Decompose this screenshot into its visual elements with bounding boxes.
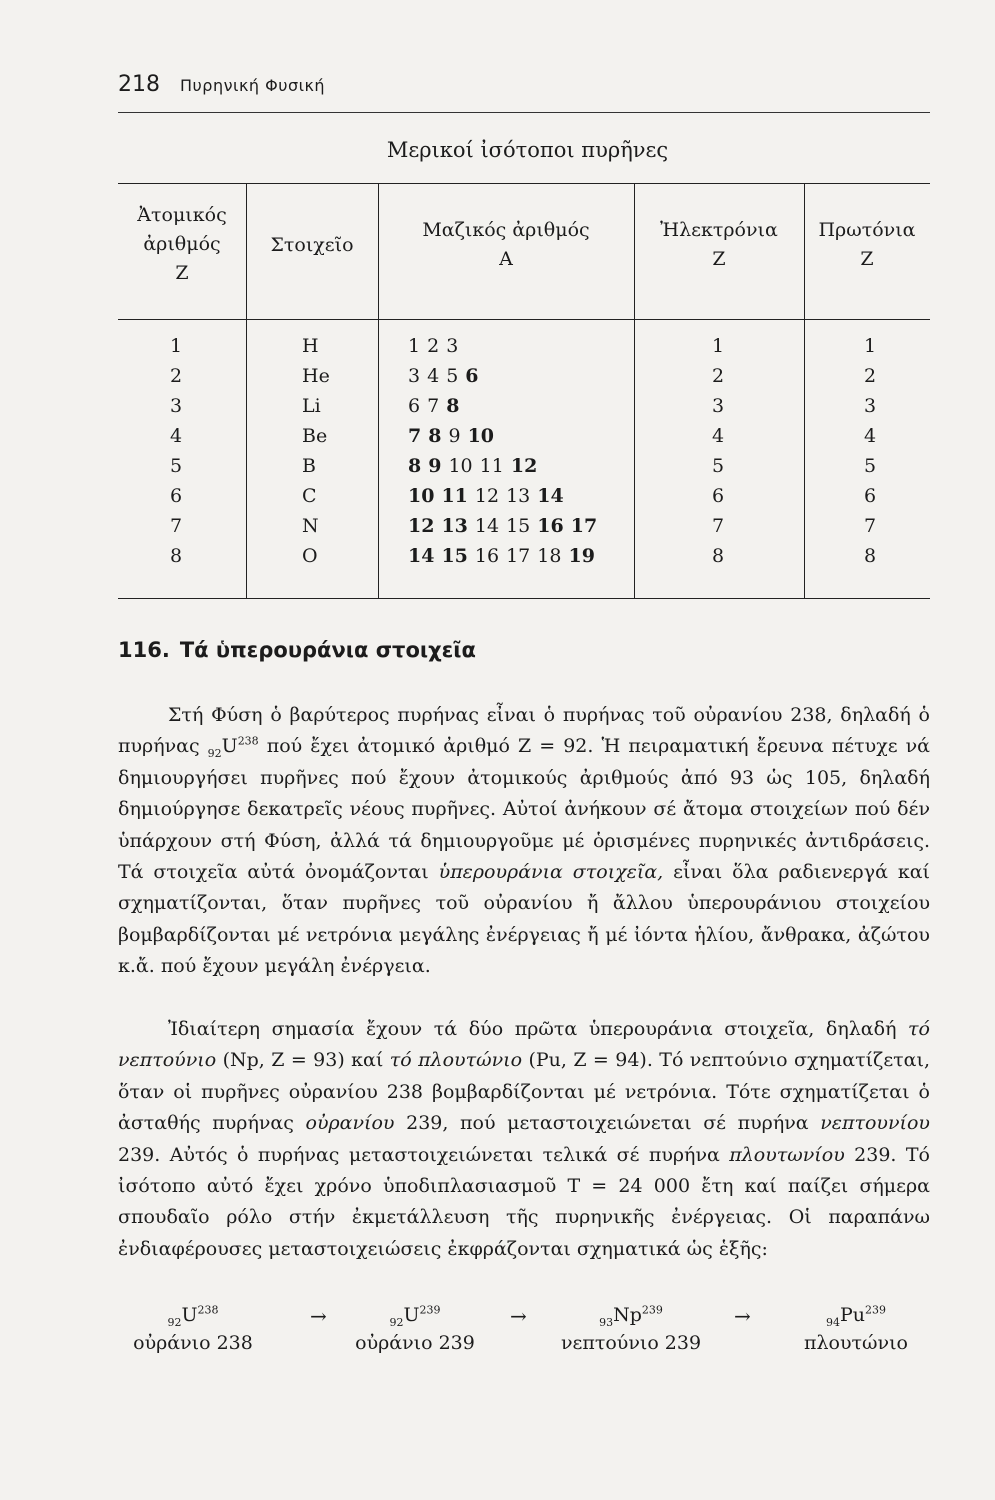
text-run: 239. Τό ἰσότοπο αὐτό ἔχει χρόνο ὑποδιπλασιασμοῦ T = 24 000 ἔτη καί παίζει σήμερα σπουδαῖο ρόλο στήν ἐκμετάλλευση τῆς πυρηνικῆς ἐνέργειας. Οἱ παραπάνω ἐνδιαφέρουσες μεταστοιχειώσεις ἐκφράζονται σχηματικά ὡς ἑξῆς:	[118, 1143, 930, 1260]
text-run: εἶναι ὅλα ραδιενεργά καί σχηματίζονται, ὅταν πυρῆνες τοῦ οὐρανίου ἤ ἄλλου ὑπερουράνιου στοιχείου βομβαρδίζονται μέ νετρόνια μεγάλης ἐνέργειας ἤ μέ ἰόντα ἡλίου, ἄνθρακα, ἀζώτου κ.ἄ. πού ἔχουν μεγάλη ἐνέργεια.	[118, 861, 930, 978]
nuclide-a: 239	[641, 1303, 663, 1317]
mass-number: 18	[537, 545, 562, 567]
cell-electrons: 3	[712, 395, 725, 417]
nuclide-pu239	[782, 1304, 930, 1354]
mass-number: 10	[448, 455, 473, 477]
cell-electrons: 1	[712, 335, 725, 357]
column-protons	[864, 331, 876, 571]
column-electrons	[712, 331, 724, 571]
cell-mass-numbers	[408, 391, 604, 421]
mass-number: 14	[474, 515, 500, 537]
text-run: (Np, Z = 93) καί	[216, 1049, 390, 1072]
nuclide-symbol: Np	[613, 1304, 642, 1326]
paragraph-1	[118, 700, 930, 983]
italic-term: νεπτουνίου	[820, 1112, 930, 1135]
mass-number: 13	[441, 515, 468, 537]
section-heading	[118, 638, 476, 662]
arrow-icon: →	[310, 1304, 327, 1328]
mass-number: 13	[506, 485, 531, 507]
nuclide-z: 94	[825, 1315, 840, 1329]
section-title: Τά ὑπερουράνια στοιχεῖα	[179, 638, 476, 662]
header-line: Ἠλεκτρόνια	[660, 219, 778, 241]
header-line: Z	[860, 248, 874, 270]
nuclide-a: 239	[865, 1303, 887, 1317]
nuclide-z: 92	[167, 1315, 182, 1329]
mass-number: 10	[467, 425, 495, 447]
mass-number: 9	[428, 455, 442, 477]
mass-number: 6	[408, 395, 421, 417]
mass-number: 8	[446, 395, 460, 417]
mass-number: 17	[506, 545, 531, 567]
cell-protons: 6	[864, 485, 877, 507]
mass-number: 4	[427, 365, 440, 387]
cell-mass-numbers	[408, 451, 604, 481]
header-protons	[804, 216, 930, 274]
cell-element: Be	[302, 425, 328, 447]
running-header	[118, 72, 930, 112]
cell-atomic-number: 6	[170, 485, 183, 507]
header-line: A	[499, 248, 513, 270]
table-title: Μερικοί ἰσότοποι πυρῆνες	[386, 138, 669, 162]
cell-electrons: 2	[712, 365, 725, 387]
mass-number: 9	[448, 425, 461, 447]
cell-electrons: 8	[712, 545, 725, 567]
mass-number: 2	[427, 335, 440, 357]
section-number: 116.	[118, 638, 170, 662]
mass-number: 1	[408, 335, 421, 357]
mass-number: 11	[441, 485, 468, 507]
page-number: 218	[118, 72, 160, 97]
cell-mass-numbers	[408, 421, 604, 451]
italic-term: τό νεπτούνιο	[118, 1018, 930, 1072]
mass-number: 11	[479, 455, 504, 477]
header-line: Μαζικός ἀριθμός	[422, 219, 590, 241]
arrow-icon: →	[734, 1304, 751, 1328]
mass-number: 17	[570, 515, 598, 537]
uranium-symbol: U	[221, 735, 238, 758]
cell-protons: 2	[864, 365, 877, 387]
cell-mass-numbers	[408, 541, 604, 571]
italic-term: οὐρανίου	[305, 1112, 395, 1135]
uranium-atomic-number: 92	[207, 747, 222, 761]
cell-element: B	[302, 455, 316, 477]
nuclide-symbol: U	[403, 1304, 420, 1326]
nuclide-name: οὐράνιο 238	[133, 1332, 253, 1354]
uranium-mass-number: 238	[237, 735, 259, 749]
mass-number: 8	[428, 425, 442, 447]
cell-electrons: 7	[712, 515, 725, 537]
mass-number: 15	[506, 515, 531, 537]
mass-number: 10	[408, 485, 435, 507]
mass-number: 12	[474, 485, 500, 507]
mass-number: 15	[441, 545, 468, 567]
column-atomic-number	[170, 331, 182, 571]
paragraph-2	[118, 1014, 930, 1265]
nuclide-u238	[118, 1304, 268, 1354]
table-bottom-rule	[118, 598, 930, 599]
cell-atomic-number: 8	[170, 545, 183, 567]
nuclide-name: νεπτούνιο 239	[560, 1332, 702, 1354]
cell-protons: 3	[864, 395, 877, 417]
cell-electrons: 6	[712, 485, 725, 507]
header-line: Στοιχεῖο	[270, 234, 354, 256]
nuclide-name: πλουτώνιο	[804, 1332, 908, 1354]
cell-protons: 7	[864, 515, 877, 537]
text-run: πού ἔχει ἀτομικό ἀριθμό Z = 92. Ἡ πειραματική ἔρευνα πέτυχε νά δημιουργήσει πυρῆνες πού ἔχουν ἀτομικούς ἀριθμούς ἀπό 93 ὡς 105, δηλαδή δημιούργησε δεκατρεῖς νέους πυρῆνες. Αὐτοί ἀνήκουν σέ ἄτομα στοιχείων πού δέν ὑπάρχουν στή Φύση, ἀλλά τά δημιουργοῦμε μέ ὁρισμένες πυρηνικές ἀντιδράσεις. Τά στοιχεῖα αὐτά ὀνομάζονται	[118, 735, 930, 884]
mass-number: 3	[446, 335, 459, 357]
cell-mass-numbers	[408, 331, 604, 361]
mass-number: 16	[474, 545, 500, 567]
italic-term: τό πλουτώνιο	[389, 1049, 523, 1072]
header-line: Z	[175, 262, 189, 284]
italic-term: ὑπερουράνια στοιχεῖα,	[438, 861, 664, 884]
running-title: Πυρηνική Φυσική	[180, 76, 326, 95]
mass-number: 6	[465, 365, 479, 387]
header-line: Πρωτόνια	[818, 219, 916, 241]
column-mass-numbers	[408, 331, 604, 571]
mass-number: 7	[408, 425, 422, 447]
mass-number: 14	[408, 545, 435, 567]
header-atomic-number	[118, 201, 246, 288]
cell-protons: 1	[864, 335, 877, 357]
nuclide-symbol: U	[181, 1304, 198, 1326]
nuclide-symbol: Pu	[839, 1304, 866, 1326]
nuclide-a: 239	[419, 1303, 441, 1317]
header-mass-number	[378, 216, 634, 274]
isotope-table	[118, 183, 930, 599]
text-run: (Pu, Z = 94). Τό νεπτούνιο σχηματίζεται, ὅταν οἱ πυρῆνες οὐρανίου 238 βομβαρδίζονται μέ νετρόνια. Τότε σχηματίζεται ὁ ἀσταθής πυρήνας	[118, 1049, 931, 1135]
cell-element: N	[302, 515, 319, 537]
mass-number: 12	[408, 515, 435, 537]
cell-atomic-number: 1	[170, 335, 183, 357]
mass-number: 12	[510, 455, 538, 477]
cell-atomic-number: 3	[170, 395, 183, 417]
column-element	[302, 331, 330, 571]
header-rule	[118, 112, 930, 113]
mass-number: 5	[446, 365, 459, 387]
cell-element: C	[302, 485, 317, 507]
nuclide-z: 92	[389, 1315, 404, 1329]
header-element	[246, 231, 378, 260]
table-header-rule	[118, 319, 930, 320]
cell-electrons: 5	[712, 455, 725, 477]
cell-protons: 5	[864, 455, 877, 477]
nuclide-z: 93	[599, 1315, 614, 1329]
cell-atomic-number: 4	[170, 425, 183, 447]
cell-electrons: 4	[712, 425, 725, 447]
mass-number: 8	[408, 455, 422, 477]
nuclide-u239	[340, 1304, 490, 1354]
mass-number: 7	[427, 395, 440, 417]
header-line: ἀριθμός	[143, 233, 221, 255]
mass-number: 3	[408, 365, 421, 387]
cell-element: H	[302, 335, 319, 357]
header-electrons	[634, 216, 804, 274]
nuclide-np239	[546, 1304, 716, 1354]
arrow-icon: →	[510, 1304, 527, 1328]
italic-term: πλουτωνίου	[729, 1143, 845, 1166]
cell-atomic-number: 7	[170, 515, 183, 537]
cell-element: He	[302, 365, 330, 387]
cell-mass-numbers	[408, 511, 604, 541]
mass-number: 14	[537, 485, 564, 507]
cell-protons: 4	[864, 425, 877, 447]
mass-number: 19	[568, 545, 595, 567]
decay-chain	[118, 1300, 930, 1370]
cell-element: Li	[302, 395, 321, 417]
cell-mass-numbers	[408, 361, 604, 391]
text-run: Στή Φύση ὁ βαρύτερος πυρήνας εἶναι ὁ πυρήνας τοῦ οὐρανίου 238, δηλαδή ὁ πυρήνας	[118, 704, 930, 758]
text-run: Ἰδιαίτερη σημασία ἔχουν τά δύο πρῶτα ὑπερουράνια στοιχεῖα, δηλαδή	[168, 1018, 909, 1040]
header-line: Ἀτομικός	[137, 204, 227, 226]
mass-number: 16	[537, 515, 564, 537]
cell-atomic-number: 2	[170, 365, 183, 387]
cell-mass-numbers	[408, 481, 604, 511]
nuclide-name: οὐράνιο 239	[355, 1332, 475, 1354]
header-line: Z	[712, 248, 726, 270]
nuclide-a: 238	[197, 1303, 219, 1317]
table-top-rule	[118, 183, 930, 184]
cell-protons: 8	[864, 545, 877, 567]
cell-element: O	[302, 545, 318, 567]
text-run: 239, πού μεταστοιχειώνεται σέ πυρήνα	[394, 1112, 821, 1135]
text-run: 239. Αὐτός ὁ πυρήνας μεταστοιχειώνεται τελικά σέ πυρήνα	[118, 1143, 730, 1166]
cell-atomic-number: 5	[170, 455, 183, 477]
